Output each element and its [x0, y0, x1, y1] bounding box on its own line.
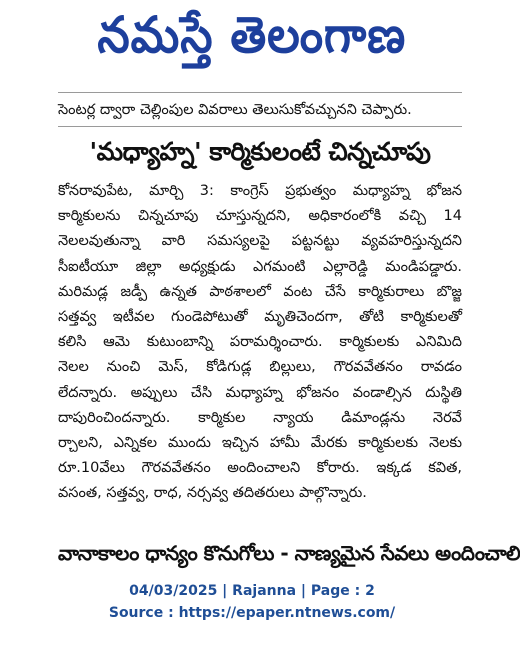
article-line: సత్తవ్వ ఇటీవల గుండెపోటుతో మృతిచెందగా, తోటి కార్మికులతో [58, 309, 462, 326]
article-line: నెలలవుతున్నా వారి సమస్యలపై పట్టనట్టు వ్యవహరిస్తున్నదని [58, 233, 462, 250]
masthead-title: నమస్తే తెలంగాణ [97, 5, 407, 64]
article-body [58, 179, 462, 507]
divider-top [58, 92, 462, 93]
next-headline-text: వానాకాలం ధాన్యం కొనుగోలు - నాణ్యమైన సేవలు అందించాలి [58, 541, 520, 565]
article-line: సీఐటీయూ జిల్లా అధ్యక్షుడు ఎగమంటి ఎల్లారెడ్డి మండిపడ్డారు. [58, 258, 462, 275]
article-headline: 'మధ్యాహ్న' కార్మికులంటే చిన్నచూపు [89, 137, 431, 166]
article-line: నెలల నుంచి మెస్, కోడిగుడ్ల బిల్లులు, గౌరవవేతనం రావడం [58, 359, 462, 376]
footer-meta: 04/03/2025 | Rajanna | Page : 2 [129, 583, 375, 599]
footer-source: Source : https://epaper.ntnews.com/ [108, 605, 396, 621]
article-line: కార్మికులను చిన్నచూపు చూస్తున్నదని, అధికారంలోకి వచ్చి 14 [58, 208, 462, 225]
article-line: రూ.10వేలు గౌరవవేతనం అందించాలని కోరారు. ఇక్కడ కవిత, [58, 460, 462, 477]
article-line: దాపురించిందన్నారు. కార్మికుల న్యాయ డిమాండ్లను నెరవే [58, 409, 462, 426]
newspaper-masthead [0, 0, 504, 82]
divider-article [58, 126, 462, 127]
previous-article-closing-line: సెంటర్ల ద్వారా చెల్లింపుల వివరాలు తెలుసుకోవచ్చునని చెప్పారు. [58, 102, 412, 118]
article-line: కలిసి ఆమె కుటుంబాన్ని పరామర్శించారు. కార్మికులకు ఎనిమిది [58, 334, 462, 351]
article-line: మరిమడ్ల జడ్పీ ఉన్నత పాఠశాలలో వంట చేసే కార్మికురాలు బొజ్జ [58, 283, 462, 300]
article-line: కోనరావుపేట, మార్చి 3: కాంగ్రెస్ ప్రభుత్వం మధ్యాహ్న భోజన [58, 183, 462, 199]
article-line: వసంత, సత్తవ్వ, రాధ, నర్సవ్వ తదితరులు పాల్గొన్నారు. [58, 485, 367, 502]
next-headline-cropped [58, 541, 520, 565]
article-line: ర్చాలని, ఎన్నికల ముందు ఇచ్చిన హామీ మేరకు కార్మికులకు నెలకు [58, 435, 462, 452]
article-line: లేదన్నారు. అప్పులు చేసి మధ్యాహ్న భోజనం వండాల్సిన దుస్థితి [58, 384, 462, 401]
